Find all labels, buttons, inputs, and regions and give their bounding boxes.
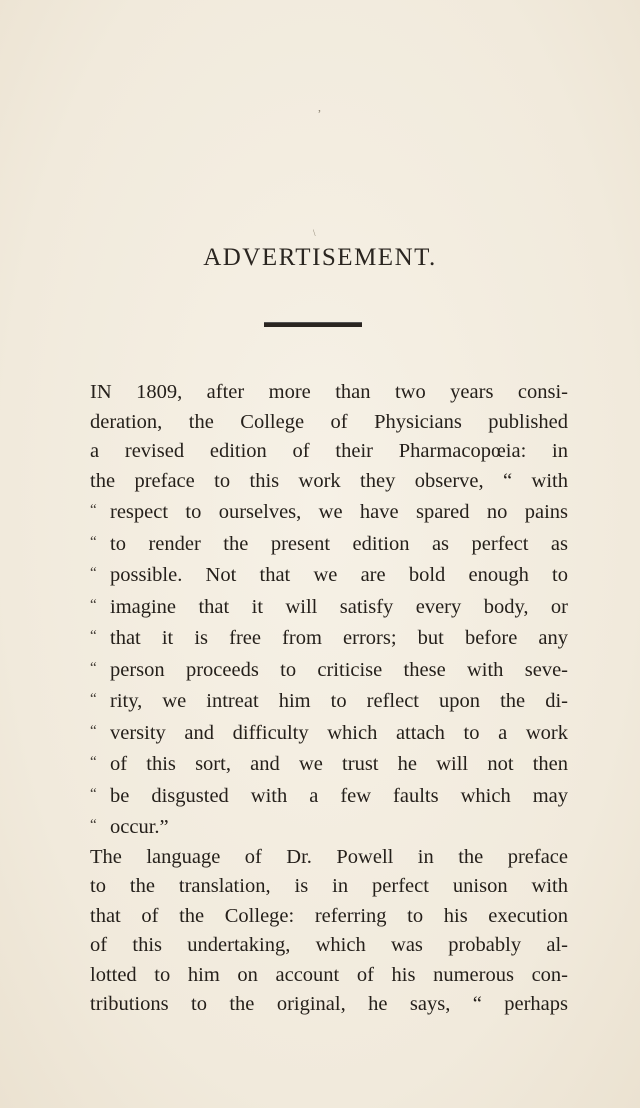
text-line — [90, 408, 568, 438]
text-line — [90, 811, 568, 843]
text-line: The language of Dr. Powell in the preface — [90, 845, 568, 868]
line-text: occur.” — [110, 816, 169, 838]
line-text: IN 1809, after more than two years consi- — [90, 381, 568, 403]
line-text: a revised edition of their Pharmacopœia: in — [90, 440, 568, 462]
quote-mark: “ — [90, 659, 97, 676]
text-line: tributions to the original, he says, “ perhaps — [90, 993, 568, 1015]
line-text: to render the present edition as perfect as — [110, 532, 568, 555]
text-line — [90, 591, 568, 623]
quote-mark: “ — [90, 596, 97, 613]
text-line: that of the College: referring to his execution — [90, 904, 568, 927]
line-text: versity and difficulty which attach to a work — [110, 721, 568, 744]
line-text: imagine that it will satisfy every body, or — [110, 595, 568, 618]
text-line: of this undertaking, which was probably al- — [90, 934, 568, 956]
line-text: the preface to this work they observe, “ with — [90, 469, 568, 492]
line-text: possible. Not that we are bold enough to — [110, 564, 568, 586]
text-line: to the translation, is in perfect unison with — [90, 875, 568, 897]
quote-mark: “ — [90, 785, 97, 802]
text-line: lotted to him on account of his numerous con- — [90, 963, 568, 986]
text-line — [90, 654, 568, 686]
text-line — [90, 528, 568, 560]
heading-rule — [264, 322, 362, 327]
paragraph-2 — [90, 843, 568, 1020]
quote-mark: “ — [90, 502, 97, 518]
text-line — [90, 685, 568, 717]
line-text: of this sort, and we trust he will not then — [110, 753, 568, 775]
line-text: respect to ourselves, we have spared no pains — [110, 501, 568, 523]
quote-mark: “ — [90, 722, 97, 739]
quote-mark: “ — [90, 754, 97, 770]
quote-mark: “ — [90, 817, 97, 833]
line-text: be disgusted with a few faults which may — [110, 784, 568, 807]
quote-mark: “ — [90, 565, 97, 581]
text-line — [90, 496, 568, 528]
text-line — [90, 748, 568, 780]
line-text: person proceeds to criticise these with seve- — [110, 658, 568, 681]
text-line — [90, 717, 568, 749]
line-text: that it is free from errors; but before any — [110, 627, 568, 649]
text-line — [90, 559, 568, 591]
quote-mark: “ — [90, 628, 97, 644]
text-line — [90, 437, 568, 467]
line-text: rity, we intreat him to reflect upon the di- — [110, 690, 568, 712]
ink-speck: , — [318, 100, 321, 114]
text-line — [90, 780, 568, 812]
line-text: deration, the College of Physicians published — [90, 410, 568, 433]
ink-speck: \ — [313, 228, 316, 238]
text-line — [90, 467, 568, 497]
quote-mark: “ — [90, 691, 97, 707]
paragraph-1 — [90, 378, 568, 843]
text-line — [90, 622, 568, 654]
text-line — [90, 378, 568, 408]
body-text — [90, 378, 568, 1020]
page-heading: ADVERTISEMENT. — [203, 244, 437, 271]
quote-mark: “ — [90, 533, 97, 550]
